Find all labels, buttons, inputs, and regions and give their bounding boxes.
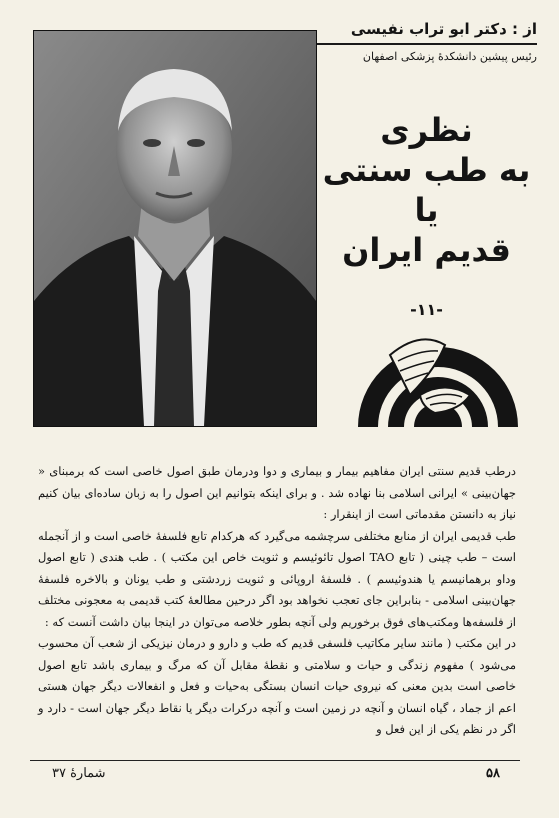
author-divider	[297, 43, 537, 45]
footer-divider	[30, 760, 520, 761]
title-line-4: قدیم ایران	[342, 231, 511, 269]
author-block	[297, 18, 537, 64]
title-line-2: به طب سنتی	[322, 151, 531, 189]
page-number: ۵۸	[486, 766, 500, 781]
author-name: از : دکتر ابو تراب نفیسی	[350, 20, 537, 38]
part-number: -۱۱-	[410, 300, 443, 319]
author-affiliation: رئیس پیشین دانشکدهٔ پزشکی اصفهان	[362, 50, 537, 63]
title-line-1: نظری	[380, 111, 473, 149]
author-photo	[33, 30, 317, 427]
title-line-3: یا	[414, 191, 439, 229]
body-paragraph-3: در این مکتب ( مانند سایر مکاتیب فلسفی قدیم که طب و دارو و درمان نیزیکی از شعب آن محسوب می‌شود ) مفهوم زندگی و حیات و سلامتی و نقطهٔ مقابل آن که مرگ و بیماری باشد تابع اصول خاصی است بدین معنی که نیروی حیات انسان بستگی به‌حیات و فعل و انفعالات دیگر جهان هستی اعم از جماد ، گیاه انسان و آنچه در زمین است و آنچه درکرات دیگر یا نقاط دیگر جهان است - دارد و اگر در نظم یکی از این فعل و	[38, 636, 516, 736]
article-title	[319, 110, 534, 319]
section-logo	[350, 325, 526, 430]
article-body	[38, 461, 516, 741]
portrait-illustration	[34, 31, 316, 426]
body-paragraph-2: طب قدیمی ایران از منابع مختلفی سرچشمه می‌گیرد که هرکدام تابع فلسفهٔ خاصی است و از آنجمله است – طب چینی ( تابع TAO اصول تائوئیسم و ثنویت خاص این مکتب ) . طب هندی ( تابع اصول وداو برهمانیسم یا هندوئیسم ) . فلسفهٔ اروپائی و ثنویت زردشتی و طب یونان و بالاخره فلسفهٔ جهان‌بینی اسلامی - بنابراین جای تعجب نخواهد بود اگر درحین مطالعهٔ کتب قدیمی به معجونی مختلف از فلسفه‌ها ومکتب‌های فوق برخوریم ولی آنچه بطور خلاصه می‌توان در اینجا بیان داشت آنست که :	[38, 528, 516, 629]
issue-number: شمارهٔ ۳۷	[52, 766, 106, 781]
body-paragraph-1: درطب قدیم سنتی ایران مفاهیم بیمار و بیماری و دوا ودرمان طبق اصول خاصی است که برمبنای « جهان‌بینی » ایرانی اسلامی بنا نهاده شد . و برای اینکه بتوانیم این اصول را به زبان ساده‌ای بیان کنیم نیاز به دانستن مقدماتی است از اینقرار :	[38, 464, 516, 521]
